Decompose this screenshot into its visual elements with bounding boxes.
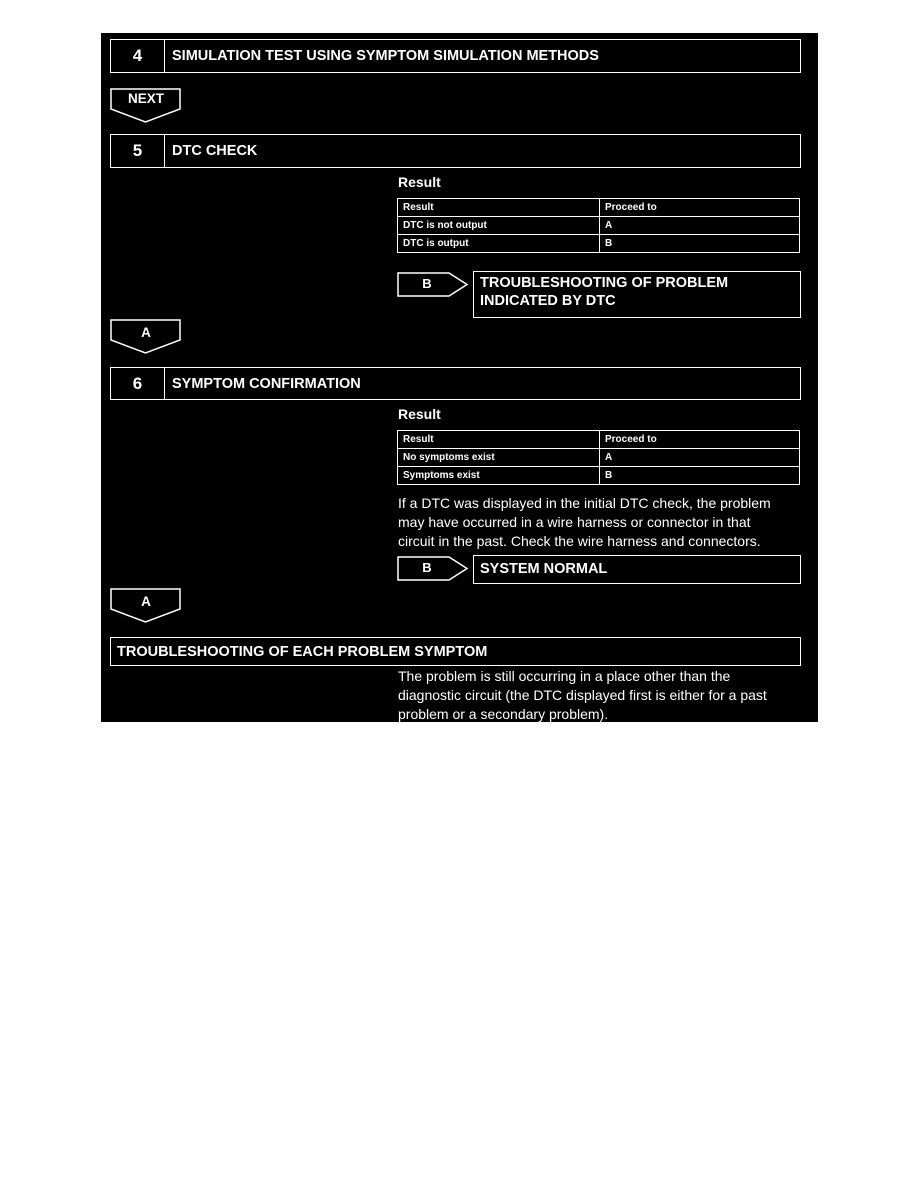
step-5-box [110, 134, 801, 168]
note-line: The problem is still occurring in a place other than the [398, 668, 731, 684]
step-6-branch-target: SYSTEM NORMAL [473, 555, 801, 584]
table-header-proceed: Proceed to [600, 199, 800, 217]
proceed-a-label: A [141, 594, 151, 609]
note-line: circuit in the past. Check the wire harness and connectors. [398, 533, 761, 549]
step-6-result-label: Result [398, 406, 441, 422]
step-6-note [398, 494, 808, 551]
table-header-row [398, 199, 800, 217]
next-arrow [110, 88, 182, 124]
final-step-box [110, 637, 801, 666]
table-cell: DTC is output [398, 235, 600, 253]
step-5-branch-b-arrow [397, 272, 469, 298]
table-cell: A [600, 449, 800, 467]
final-note [398, 667, 808, 724]
step-4-title: SIMULATION TEST USING SYMPTOM SIMULATION METHODS [172, 48, 599, 64]
step-5-proceed-a-arrow [110, 319, 182, 355]
step-4-box [110, 39, 801, 73]
table-row [398, 235, 800, 253]
table-cell: B [600, 235, 800, 253]
table-row [398, 217, 800, 235]
diagnostic-flowchart [101, 33, 818, 722]
table-header-row [398, 431, 800, 449]
table-row [398, 449, 800, 467]
proceed-a-label: A [141, 325, 151, 340]
step-6-branch-b-arrow [397, 556, 469, 582]
table-cell: Symptoms exist [398, 467, 600, 485]
note-line: If a DTC was displayed in the initial DTC check, the problem [398, 495, 771, 511]
table-header-result: Result [398, 199, 600, 217]
table-row [398, 467, 800, 485]
step-5-title: DTC CHECK [172, 143, 258, 159]
step-6-result-table [397, 430, 800, 485]
step-5-number: 5 [111, 135, 165, 167]
step-5-branch-target [473, 271, 801, 318]
step-5-result-label: Result [398, 174, 441, 190]
branch-b-label: B [422, 560, 432, 575]
step-4-number: 4 [111, 40, 165, 72]
final-step-title: TROUBLESHOOTING OF EACH PROBLEM SYMPTOM [117, 643, 488, 660]
table-header-result: Result [398, 431, 600, 449]
table-cell: DTC is not output [398, 217, 600, 235]
step-5-result-table [397, 198, 800, 253]
note-line: diagnostic circuit (the DTC displayed first is either for a past [398, 687, 767, 703]
branch-target-line: INDICATED BY DTC [480, 293, 616, 309]
step-6-box [110, 367, 801, 400]
branch-b-label: B [422, 276, 432, 291]
table-cell: A [600, 217, 800, 235]
next-arrow-label: NEXT [127, 91, 164, 106]
step-6-title: SYMPTOM CONFIRMATION [172, 375, 361, 392]
table-cell: B [600, 467, 800, 485]
note-line: problem or a secondary problem). [398, 706, 609, 722]
branch-target-line: TROUBLESHOOTING OF PROBLEM [480, 275, 729, 291]
table-cell: No symptoms exist [398, 449, 600, 467]
note-line: may have occurred in a wire harness or connector in that [398, 514, 751, 530]
step-6-proceed-a-arrow [110, 588, 182, 624]
table-header-proceed: Proceed to [600, 431, 800, 449]
step-6-number: 6 [111, 368, 165, 399]
